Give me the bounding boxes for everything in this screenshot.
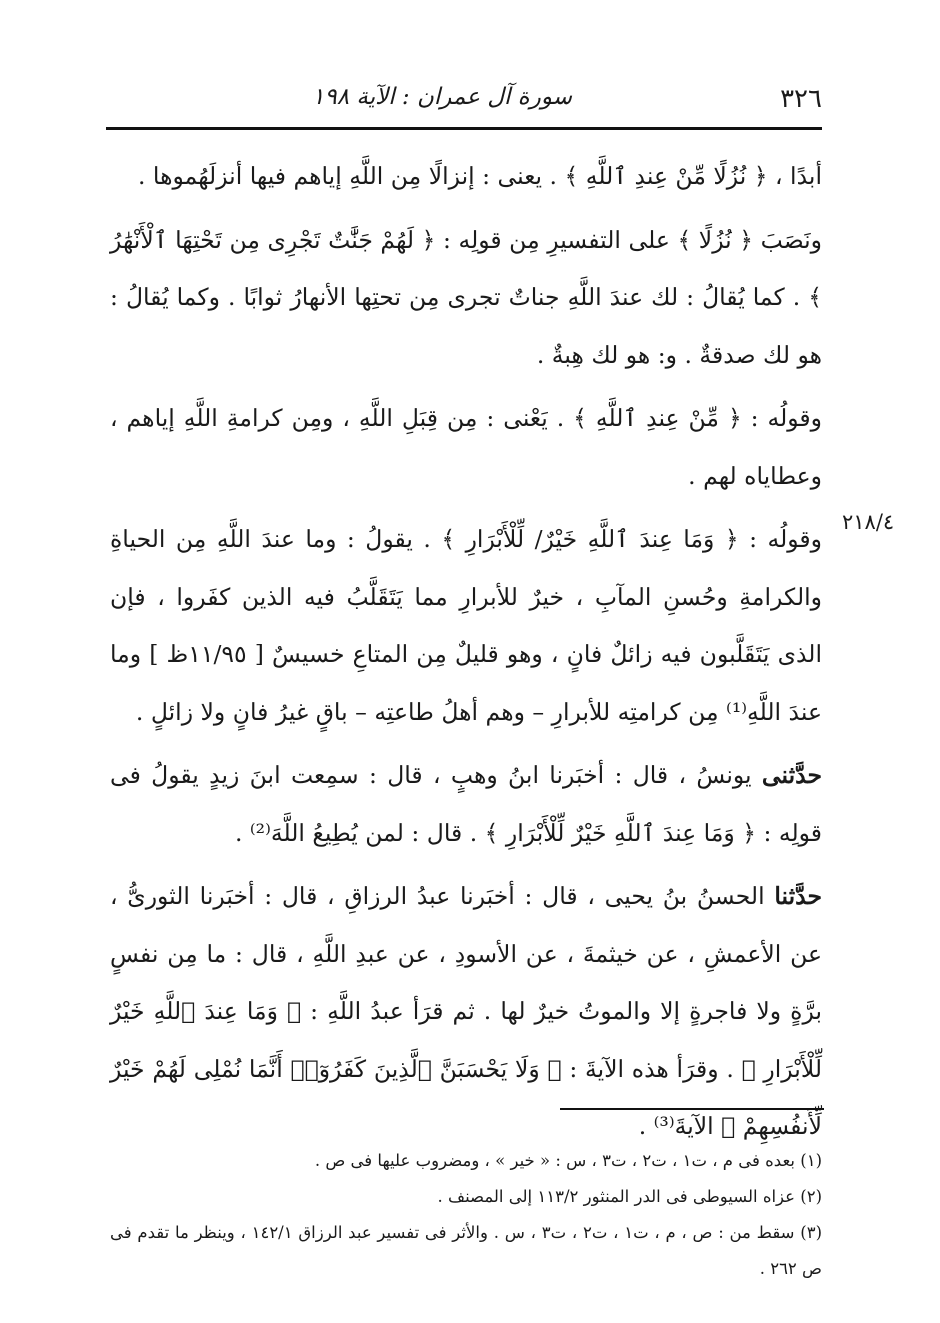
- footnotes: [110, 1143, 822, 1287]
- margin-reference: ٢١٨/٤: [842, 510, 895, 534]
- page-header: [106, 78, 822, 118]
- footnote: (١) بعده فى م ، ت١ ، ت٢ ، ت٣ ، س : « خير » ، ومضروب عليها فى ص .: [314, 1151, 822, 1170]
- running-title: سورة آل عمران : الآية ١٩٨: [311, 84, 572, 110]
- footnote-rule: [560, 1108, 824, 1110]
- paragraph: ونَصَبَ ﴿ نُزُلًا ﴾ على التفسيرِ مِن قولِه : ﴿ لَهُمْ جَنَّٰتٌ تَجْرِى مِن تَحْتِهَا ٱلْأَنْهَٰرُ ﴾ . كما يُقالُ : لك عندَ اللَّهِ جناتٌ تجرى مِن تحتِها الأنهارُ ثوابًا . وكما يُقالُ : هو لك صدقةٌ . و: هو لك هِبةٌ .: [110, 225, 822, 369]
- paragraph: وقولُه : ﴿ وَمَا عِندَ ٱللَّهِ خَيْرٌ/ لِّلْأَبْرَارِ ﴾ . يقولُ : وما عندَ اللَّهِ مِن الحياةِ والكرامةِ وحُسنِ المآبِ ، خيرٌ للأبرارِ مما يَتَقَلَّبُ فيه الذين كفَروا ، فإن الذى يَتَقَلَّبون فيه زائلٌ فانٍ ، وهو قليلٌ مِن المتاعِ خسيسٌ [ ١١/٩٥ظ ] وما عندَ اللَّهِ⁽¹⁾ مِن كرامتِه للأبرارِ – وهم أهلُ طاعتِه – باقٍ غيرُ فانٍ ولا زائلٍ .: [110, 525, 822, 726]
- header-rule: [106, 127, 822, 130]
- page-number: ٣٢٦: [780, 84, 822, 114]
- main-text: [110, 148, 822, 1156]
- paragraph: أبدًا ، ﴿ نُزُلًا مِّنْ عِندِ ٱللَّهِ ﴾ . يعنى : إنزالًا مِن اللَّهِ إياهم فيها أنزلَهُموها .: [137, 162, 822, 190]
- narration-lead: حدَّثنا: [774, 882, 822, 910]
- footnote: (٣) سقط من : ص ، م ، ت١ ، ت٢ ، ت٣ ، س . والأثر فى تفسير عبد الرزاق ١٤٢/١ ، وينظر ما تقدم فى ص ٢٦٢ .: [110, 1223, 822, 1278]
- narration: [110, 868, 822, 1156]
- narration: [110, 747, 822, 862]
- narration-text: يونسُ ، قال : أخبَرنا ابنُ وهبٍ ، قال : سمِعت ابنَ زيدٍ يقولُ فى قولِه : ﴿ وَمَا عِندَ ٱللَّهِ خَيْرٌ لِّلْأَبْرَارِ ﴾ . قال : لمن يُطِيعُ اللَّهَ⁽²⁾ .: [110, 761, 822, 847]
- paragraph: وقولُه : ﴿ مِّنْ عِندِ ٱللَّهِ ﴾ . يَعْنى : مِن قِبَلِ اللَّهِ ، ومِن كرامةِ اللَّهِ إياهم ، وعطاياه لهم .: [110, 404, 822, 490]
- footnote: (٢) عزاه السيوطى فى الدر المنثور ١١٣/٢ إلى المصنف .: [437, 1187, 822, 1206]
- narration-lead: حدَّثنى: [761, 761, 822, 789]
- narration-text: الحسنُ بنُ يحيى ، قال : أخبَرنا عبدُ الرزاقِ ، قال : أخبَرنا الثورىُّ ، عن الأعمشِ ، عن خيثمةَ ، عن الأسودِ ، عن عبدِ اللَّهِ ، قال : ما مِن نفسٍ برَّةٍ ولا فاجرةٍ إلا والموتُ خيرٌ لها . ثم قرَأ عبدُ اللَّهِ : ﴿ وَمَا عِندَ ٱللَّهِ خَيْرٌ لِّلْأَبْرَارِ ﴾ . وقرَأ هذه الآيةَ : ﴿ وَلَا يَحْسَبَنَّ ٱلَّذِينَ كَفَرُوٓا۟ أَنَّمَا نُمْلِى لَهُمْ خَيْرٌ لِّأَنفُسِهِمْ ﴾ الآيةَ⁽³⁾ .: [110, 882, 822, 1140]
